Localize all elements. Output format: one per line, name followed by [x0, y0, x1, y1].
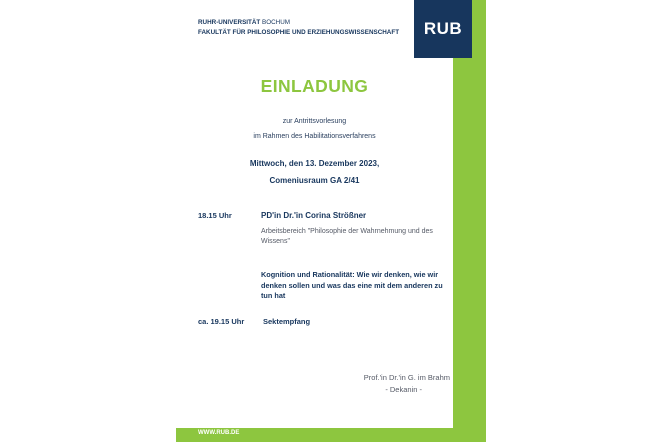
- university-name: [198, 19, 290, 26]
- signature-role: - Dekanin -: [385, 385, 422, 394]
- speaker-name: PD'in Dr.'in Corina Strößner: [261, 211, 367, 220]
- speaker-department: Arbeitsbereich "Philosophie der Wahrnehmung und des Wissens": [261, 228, 433, 245]
- university-name-bold: RUHR-UNIVERSITÄT: [198, 19, 261, 26]
- event-room: Comeniusraum GA 2/41: [269, 176, 360, 185]
- footer-url[interactable]: WWW.RUB.DE: [198, 430, 240, 436]
- reception-time: ca. 19.15 Uhr: [198, 317, 245, 326]
- rub-logo-text: RUB: [423, 19, 463, 38]
- faculty-name: FAKULTÄT FÜR PHILOSOPHIE UND ERZIEHUNGSWISSENSCHAFT: [198, 29, 400, 36]
- intro-line-1: zur Antrittsvorlesung: [282, 118, 347, 125]
- lecture-time: 18.15 Uhr: [198, 211, 232, 220]
- page-title: EINLADUNG: [260, 76, 369, 96]
- talk-title: Kognition und Rationalität: Wie wir denken, wie wir denken sollen und was das eine mit dem anderen zu tun hat: [261, 270, 443, 300]
- reception-label: Sektempfang: [263, 317, 311, 326]
- signature-name: Prof.'in Dr.'in G. im Brahm: [363, 373, 450, 382]
- event-date: Mittwoch, den 13. Dezember 2023,: [249, 159, 380, 168]
- university-city: BOCHUM: [262, 19, 291, 26]
- rub-logo: [414, 0, 472, 58]
- intro-line-2: im Rahmen des Habilitationsverfahrens: [253, 133, 376, 140]
